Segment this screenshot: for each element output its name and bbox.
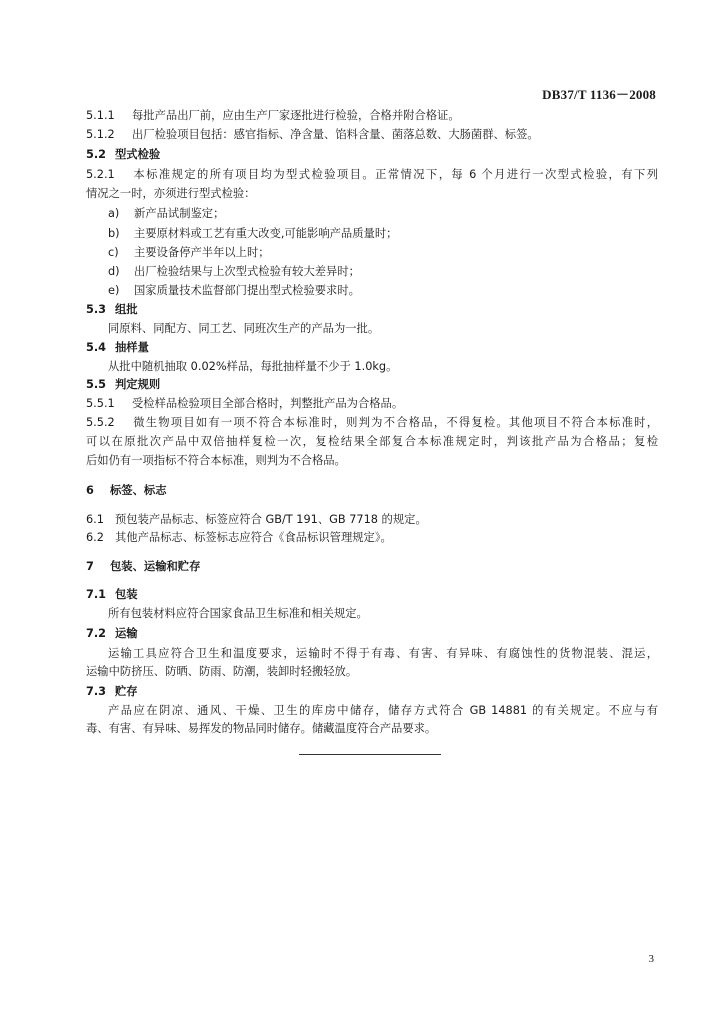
heading-6: [86, 482, 658, 500]
list-item: [86, 225, 658, 243]
clause-text: 微生物项目如有一项不符合本标准时，则判为不合格品，不得复检。其他项目不符合本标准时，: [132, 416, 658, 429]
document-code: DB37/T 1136－2008: [542, 87, 656, 102]
clause-number: 5.1.2: [86, 128, 115, 141]
clause-5-1-1: [86, 107, 658, 125]
heading-5-5: [86, 376, 658, 394]
clause-title: 抽样量: [115, 341, 149, 354]
clause-title: 贮存: [115, 685, 138, 698]
clause-number: 5.5.1: [86, 397, 115, 410]
clause-5-5-2-line-1: [86, 414, 658, 432]
clause-5-2-1-line-2: 情况之一时，亦须进行型式检验：: [86, 187, 256, 200]
clause-title: 判定规则: [115, 378, 161, 391]
list-text: 国家质量技术监督部门提出型式检验要求时。: [134, 284, 360, 297]
heading-7-2: [86, 625, 658, 643]
list-item: [86, 263, 658, 281]
clause-text: 同原料、同配方、同工艺、同班次生产的产品为一批。: [108, 322, 380, 335]
clause-number: 7: [86, 560, 94, 573]
clause-text: 出厂检验项目包括：感官指标、净含量、馅料含量、菌落总数、大肠菌群、标签。: [132, 128, 539, 141]
list-marker: c): [108, 246, 119, 259]
heading-7: [86, 558, 658, 576]
list-marker: b): [108, 227, 120, 240]
clause-5-5-2-line-3: 后如仍有一项指标不符合本标准，则判为不合格品。: [86, 454, 346, 467]
list-item: [86, 244, 658, 262]
page-number: 3: [648, 953, 654, 965]
clause-title: 标签、标志: [110, 484, 167, 497]
clause-5-2-1-line-1: [86, 166, 658, 184]
clause-5-5-2-line-2: 可以在原批次产品中双倍抽样复检一次，复检结果全部复合本标准规定时，判该批产品为合格品；复检: [86, 435, 658, 448]
list-marker: e): [108, 284, 120, 297]
heading-7-3: [86, 683, 658, 701]
clause-number: 5.2.1: [86, 168, 115, 181]
clause-7-2-line-2: 运输中防挤压、防晒、防雨、防潮，装卸时轻搬轻放。: [86, 665, 358, 678]
clause-7-3-line-2: 毒、有害、有异味、易挥发的物品同时储存。储藏温度符合产品要求。: [86, 722, 437, 735]
clause-text: 本标准规定的所有项目均为型式检验项目。正常情况下，每 6 个月进行一次型式检验，有下列: [132, 168, 658, 181]
clause-number: 6.2: [86, 531, 104, 544]
clause-title: 包装: [115, 588, 138, 601]
clause-number: 5.5.2: [86, 416, 115, 429]
list-item: [86, 282, 658, 300]
clause-7-2-line-1: 运输工具应符合卫生和温度要求，运输时不得于有毒、有害、有异味、有腐蚀性的货物混装、混运，: [108, 647, 658, 660]
clause-text: 预包装产品标志、标签应符合 GB/T 191、GB 7718 的规定。: [115, 513, 427, 526]
clause-title: 运输: [115, 627, 138, 640]
clause-text: 所有包装材料应符合国家食品卫生标准和相关规定。: [108, 607, 368, 620]
clause-6-2: [86, 529, 658, 547]
list-marker: a): [108, 207, 120, 220]
clause-title: 包装、运输和贮存: [110, 560, 201, 573]
clause-number: 5.1.1: [86, 109, 115, 122]
heading-7-1: [86, 586, 658, 604]
heading-5-2: [86, 146, 658, 164]
end-rule: [299, 754, 441, 755]
clause-number: 7.1: [86, 588, 107, 601]
heading-5-3: [86, 301, 658, 319]
clause-text: 从批中随机抽取 0.02%样品，每批抽样量不少于 1.0kg。: [108, 360, 398, 373]
list-marker: d): [108, 265, 120, 278]
list-text: 主要原材料或工艺有重大改变,可能影响产品质量时；: [134, 227, 398, 240]
clause-text: 其他产品标志、标签标志应符合《食品标识管理规定》。: [115, 531, 392, 544]
clause-number: 6: [86, 484, 94, 497]
clause-number: 6.1: [86, 513, 104, 526]
clause-number: 5.4: [86, 341, 107, 354]
list-text: 新产品试制鉴定；: [134, 207, 225, 220]
clause-number: 7.3: [86, 685, 107, 698]
list-text: 出厂检验结果与上次型式检验有较大差异时；: [134, 265, 360, 278]
clause-title: 组批: [115, 303, 138, 316]
clause-7-3-line-1: 产品应在阴凉、通风、干燥、卫生的库房中储存，储存方式符合 GB 14881 的有关规定。不应与有: [108, 704, 658, 717]
clause-number: 5.2: [86, 148, 107, 161]
clause-number: 5.5: [86, 378, 107, 391]
clause-number: 7.2: [86, 627, 107, 640]
clause-number: 5.3: [86, 303, 107, 316]
clause-title: 型式检验: [115, 148, 161, 161]
list-text: 主要设备停产半年以上时；: [134, 246, 270, 259]
heading-5-4: [86, 339, 658, 357]
clause-text: 每批产品出厂前，应由生产厂家逐批进行检验，合格并附合格证。: [132, 109, 460, 122]
clause-5-5-1: [86, 395, 658, 413]
clause-5-1-2: [86, 126, 658, 144]
clause-text: 受检样品检验项目全部合格时，判整批产品为合格品。: [132, 397, 404, 410]
list-item: [86, 205, 658, 223]
clause-6-1: [86, 511, 658, 529]
